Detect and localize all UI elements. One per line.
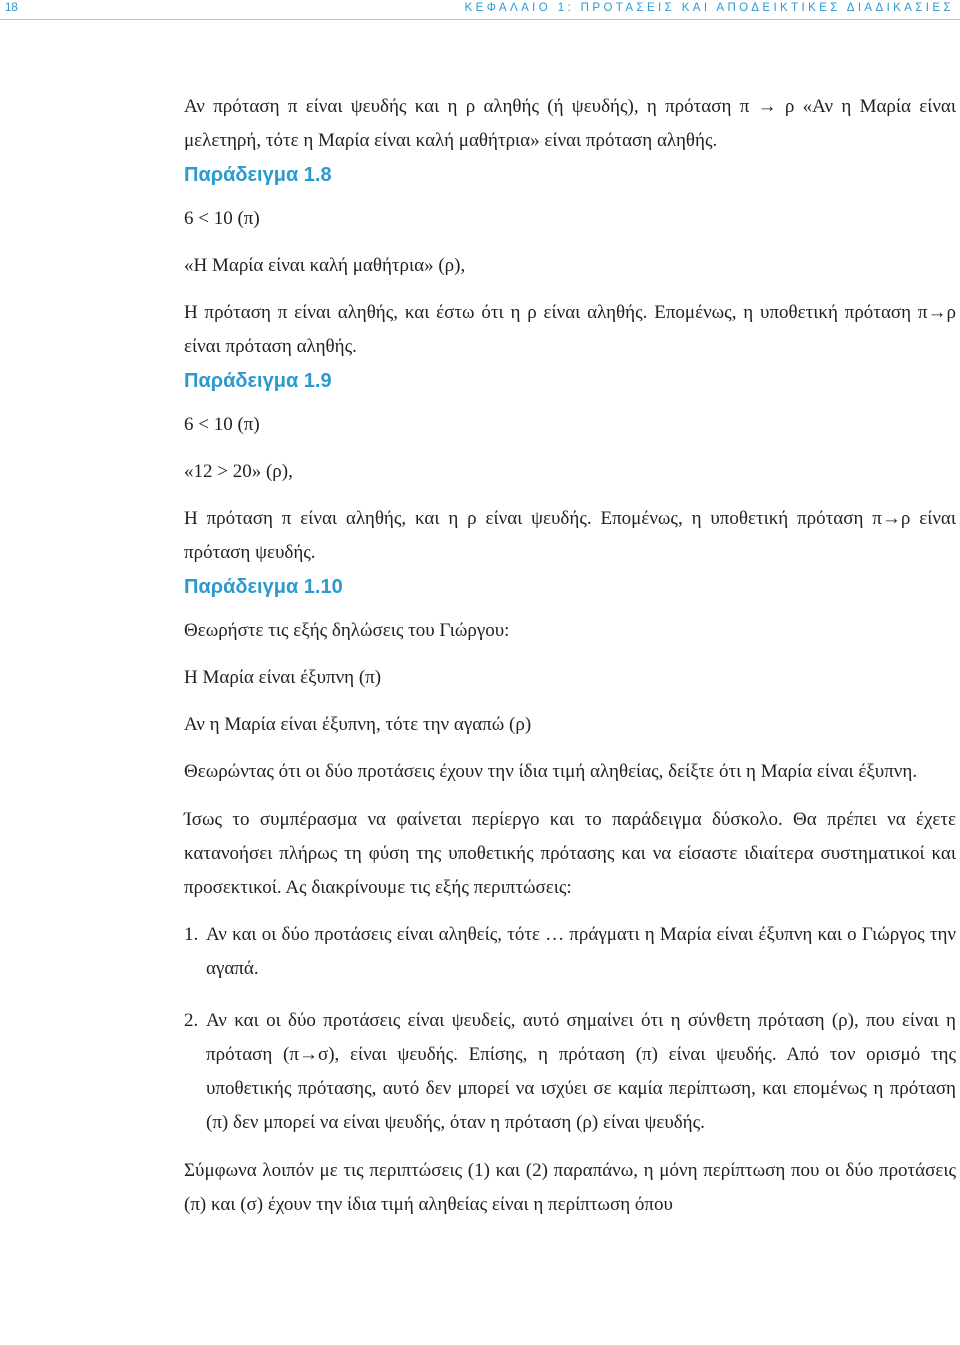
example-explanation: Η πρόταση π είναι αληθής, και η ρ είναι ψευδής. Επομένως, η υποθετική πρόταση π→ρ είναι πρόταση ψευδής. bbox=[184, 508, 956, 563]
page-header bbox=[0, 0, 960, 20]
page-content bbox=[184, 90, 956, 1222]
discussion-paragraph: Ίσως το συμπέρασμα να φαίνεται περίεργο και το παράδειγμα δύσκολο. Θα πρέπει να έχετε κατανοήσει πλήρως τη φύση της υποθετικής πρότασης και να είσαστε ιδιαίτερα συστηματικοί και προσεκτικοί. Ας διακρίνουμε τις εξής περιπτώσεις: bbox=[184, 809, 956, 898]
example-statement-r: «Η Μαρία είναι καλή μαθήτρια» (ρ), bbox=[184, 255, 466, 276]
example-heading: Παράδειγμα 1.9 bbox=[184, 370, 332, 392]
example-heading: Παράδειγμα 1.10 bbox=[184, 576, 343, 598]
case-item bbox=[184, 1004, 956, 1140]
example-statement-r: «12 > 20» (ρ), bbox=[184, 461, 293, 482]
example-statement-p: 6 < 10 (π) bbox=[184, 414, 260, 435]
example-statement-r: Αν η Μαρία είναι έξυπνη, τότε την αγαπώ (ρ) bbox=[184, 714, 532, 735]
intro-paragraph: Αν πρόταση π είναι ψευδής και η ρ αληθής (ή ψευδής), η πρόταση π → ρ «Αν η Μαρία είναι μελετηρή, τότε η Μαρία είναι καλή μαθήτρια» είναι πρόταση αληθής. bbox=[184, 96, 956, 151]
running-head: ΚΕΦΑΛΑΙΟ 1: ΠΡΟΤΑΣΕΙΣ ΚΑΙ ΑΠΟΔΕΙΚΤΙΚΕΣ ΔΙΑΔΙΚΑΣΙΕΣ bbox=[464, 2, 954, 14]
example-1-10 bbox=[184, 570, 956, 789]
example-question: Θεωρώντας ότι οι δύο προτάσεις έχουν την ίδια τιμή αληθείας, δείξτε ότι η Μαρία είναι έξυπνη. bbox=[184, 761, 918, 782]
example-heading: Παράδειγμα 1.8 bbox=[184, 164, 332, 186]
case-text: Αν και οι δύο προτάσεις είναι αληθείς, τότε … πράγματι η Μαρία είναι έξυπνη και ο Γιώργος την αγαπά. bbox=[206, 924, 956, 979]
example-1-8 bbox=[184, 158, 956, 364]
case-number: 2. bbox=[184, 1010, 199, 1031]
case-number: 1. bbox=[184, 924, 199, 945]
page-number: 18 bbox=[5, 2, 18, 14]
example-statement-p: Η Μαρία είναι έξυπνη (π) bbox=[184, 667, 382, 688]
case-list bbox=[184, 918, 956, 1140]
example-statement-p: 6 < 10 (π) bbox=[184, 208, 260, 229]
example-explanation: Η πρόταση π είναι αληθής, και έστω ότι η ρ είναι αληθής. Επομένως, η υποθετική πρόταση π→ρ είναι πρόταση αληθής. bbox=[184, 302, 956, 357]
case-item bbox=[184, 918, 956, 986]
conclusion-paragraph: Σύμφωνα λοιπόν με τις περιπτώσεις (1) και (2) παραπάνω, η μόνη περίπτωση που οι δύο προτάσεις (π) και (σ) έχουν την ίδια τιμή αληθείας είναι η περίπτωση όπου bbox=[184, 1160, 956, 1215]
example-intro: Θεωρήστε τις εξής δηλώσεις του Γιώργου: bbox=[184, 620, 510, 641]
case-text: Αν και οι δύο προτάσεις είναι ψευδείς, αυτό σημαίνει ότι η σύνθετη πρόταση (ρ), που είναι η πρόταση (π→σ), είναι ψευδής. Επίσης, η πρόταση (π) είναι ψευδής. Από τον ορισμό της υποθετικής πρότασης, αυτό δεν μπορεί να ισχύει σε καμία περίπτωση, και επομένως η πρόταση (π) δεν μπορεί να είναι ψευδής, όταν η πρόταση (ρ) είναι ψευδής. bbox=[206, 1010, 956, 1133]
example-1-9 bbox=[184, 364, 956, 570]
